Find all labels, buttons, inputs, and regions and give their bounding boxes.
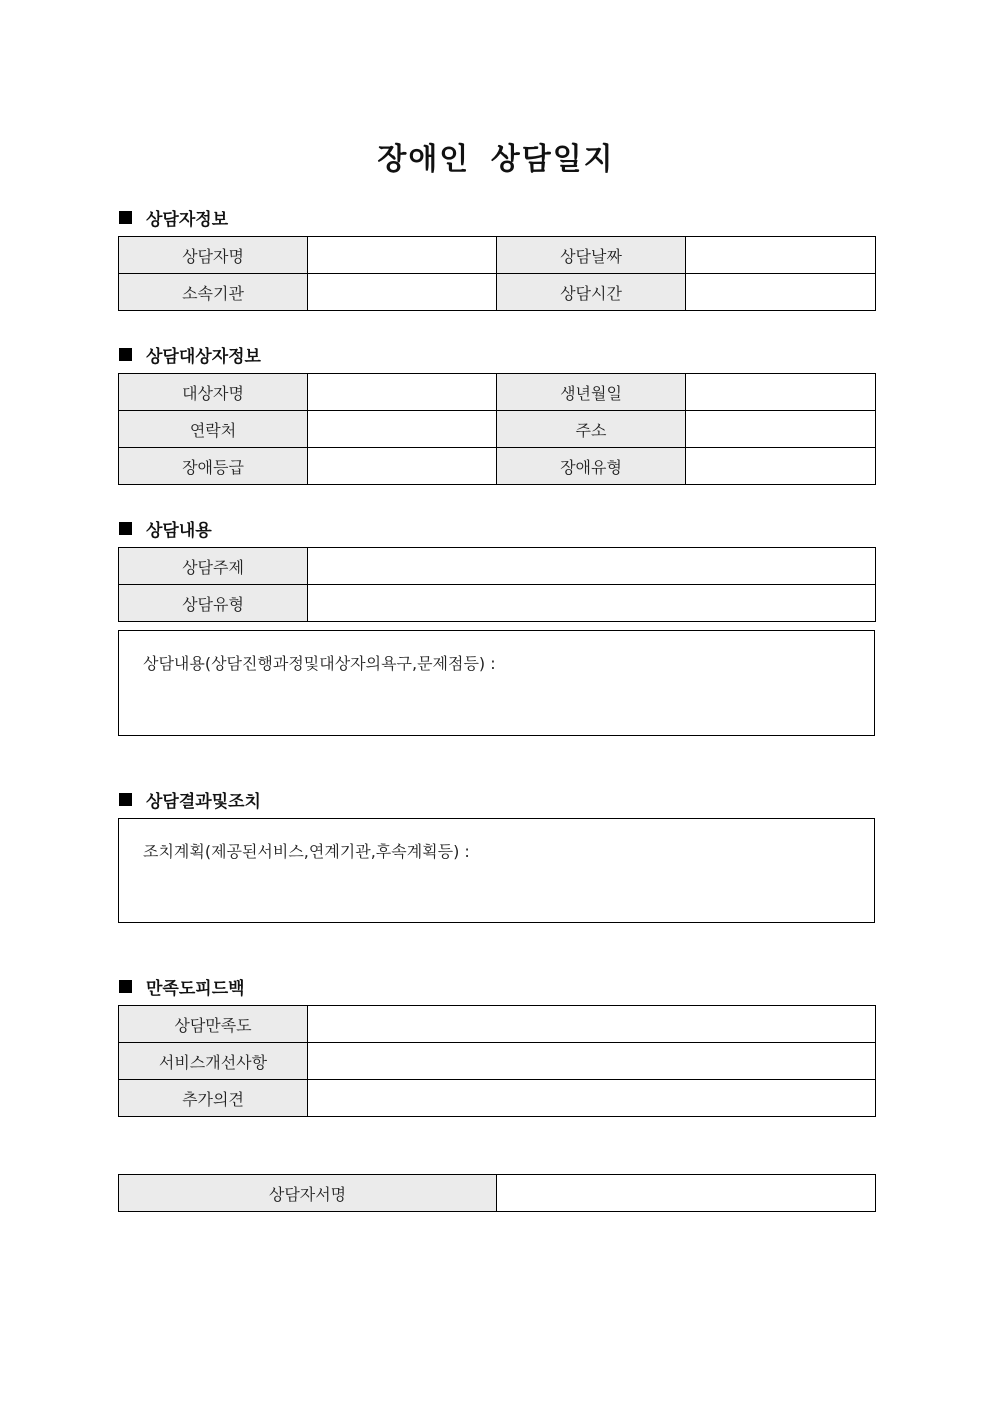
- counselor-info-table: [118, 236, 876, 311]
- counseling-detail-box[interactable]: [118, 630, 875, 736]
- contact-label: 연락처: [119, 411, 308, 448]
- table-row: [119, 1006, 876, 1043]
- signature-label: 상담자서명: [119, 1175, 497, 1212]
- section-heading-feedback: [119, 974, 245, 998]
- section-heading-counseling-content: [119, 516, 212, 540]
- table-row: [119, 448, 876, 485]
- client-name-field[interactable]: [308, 374, 497, 411]
- section-heading-counselor-info: [119, 205, 228, 229]
- satisfaction-label: 상담만족도: [119, 1006, 308, 1043]
- action-plan-box[interactable]: [118, 818, 875, 923]
- section-heading-label: 상담내용: [146, 520, 212, 541]
- client-name-label: 대상자명: [119, 374, 308, 411]
- address-field[interactable]: [686, 411, 876, 448]
- disability-type-field[interactable]: [686, 448, 876, 485]
- client-info-table: [118, 373, 876, 485]
- table-row: [119, 1080, 876, 1117]
- affiliation-field[interactable]: [308, 274, 497, 311]
- counseling-type-label: 상담유형: [119, 585, 308, 622]
- feedback-table: [118, 1005, 876, 1117]
- counseling-time-field[interactable]: [686, 274, 876, 311]
- birthdate-field[interactable]: [686, 374, 876, 411]
- table-row: [119, 274, 876, 311]
- square-bullet-icon: [119, 980, 132, 993]
- disability-grade-label: 장애등급: [119, 448, 308, 485]
- signature-field[interactable]: [497, 1175, 876, 1212]
- counseling-content-table: [118, 547, 876, 622]
- table-row: [119, 1175, 876, 1212]
- square-bullet-icon: [119, 793, 132, 806]
- disability-type-label: 장애유형: [497, 448, 686, 485]
- counseling-date-label: 상담날짜: [497, 237, 686, 274]
- square-bullet-icon: [119, 211, 132, 224]
- table-row: [119, 237, 876, 274]
- service-improvement-field[interactable]: [308, 1043, 876, 1080]
- table-row: [119, 1043, 876, 1080]
- square-bullet-icon: [119, 348, 132, 361]
- counseling-detail-label: 상담내용(상담진행과정및대상자의욕구,문제점등) :: [143, 654, 496, 673]
- disability-grade-field[interactable]: [308, 448, 497, 485]
- counselor-name-field[interactable]: [308, 237, 497, 274]
- table-row: [119, 585, 876, 622]
- section-heading-label: 상담대상자정보: [146, 346, 261, 367]
- birthdate-label: 생년월일: [497, 374, 686, 411]
- section-heading-label: 상담결과및조치: [146, 791, 261, 812]
- counselor-name-label: 상담자명: [119, 237, 308, 274]
- affiliation-label: 소속기관: [119, 274, 308, 311]
- signature-table: [118, 1174, 876, 1212]
- section-heading-label: 만족도피드백: [146, 978, 245, 999]
- address-label: 주소: [497, 411, 686, 448]
- counseling-date-field[interactable]: [686, 237, 876, 274]
- section-heading-label: 상담자정보: [146, 209, 229, 230]
- counseling-topic-label: 상담주제: [119, 548, 308, 585]
- square-bullet-icon: [119, 522, 132, 535]
- counseling-type-field[interactable]: [308, 585, 876, 622]
- counseling-time-label: 상담시간: [497, 274, 686, 311]
- counseling-topic-field[interactable]: [308, 548, 876, 585]
- section-heading-result-action: [119, 787, 261, 811]
- table-row: [119, 548, 876, 585]
- document-title: 장애인 상담일지: [377, 142, 615, 177]
- action-plan-label: 조치계획(제공된서비스,연계기관,후속계획등) :: [143, 842, 470, 861]
- table-row: [119, 374, 876, 411]
- contact-field[interactable]: [308, 411, 497, 448]
- table-row: [119, 411, 876, 448]
- service-improvement-label: 서비스개선사항: [119, 1043, 308, 1080]
- satisfaction-field[interactable]: [308, 1006, 876, 1043]
- section-heading-client-info: [119, 342, 261, 366]
- additional-opinion-field[interactable]: [308, 1080, 876, 1117]
- additional-opinion-label: 추가의견: [119, 1080, 308, 1117]
